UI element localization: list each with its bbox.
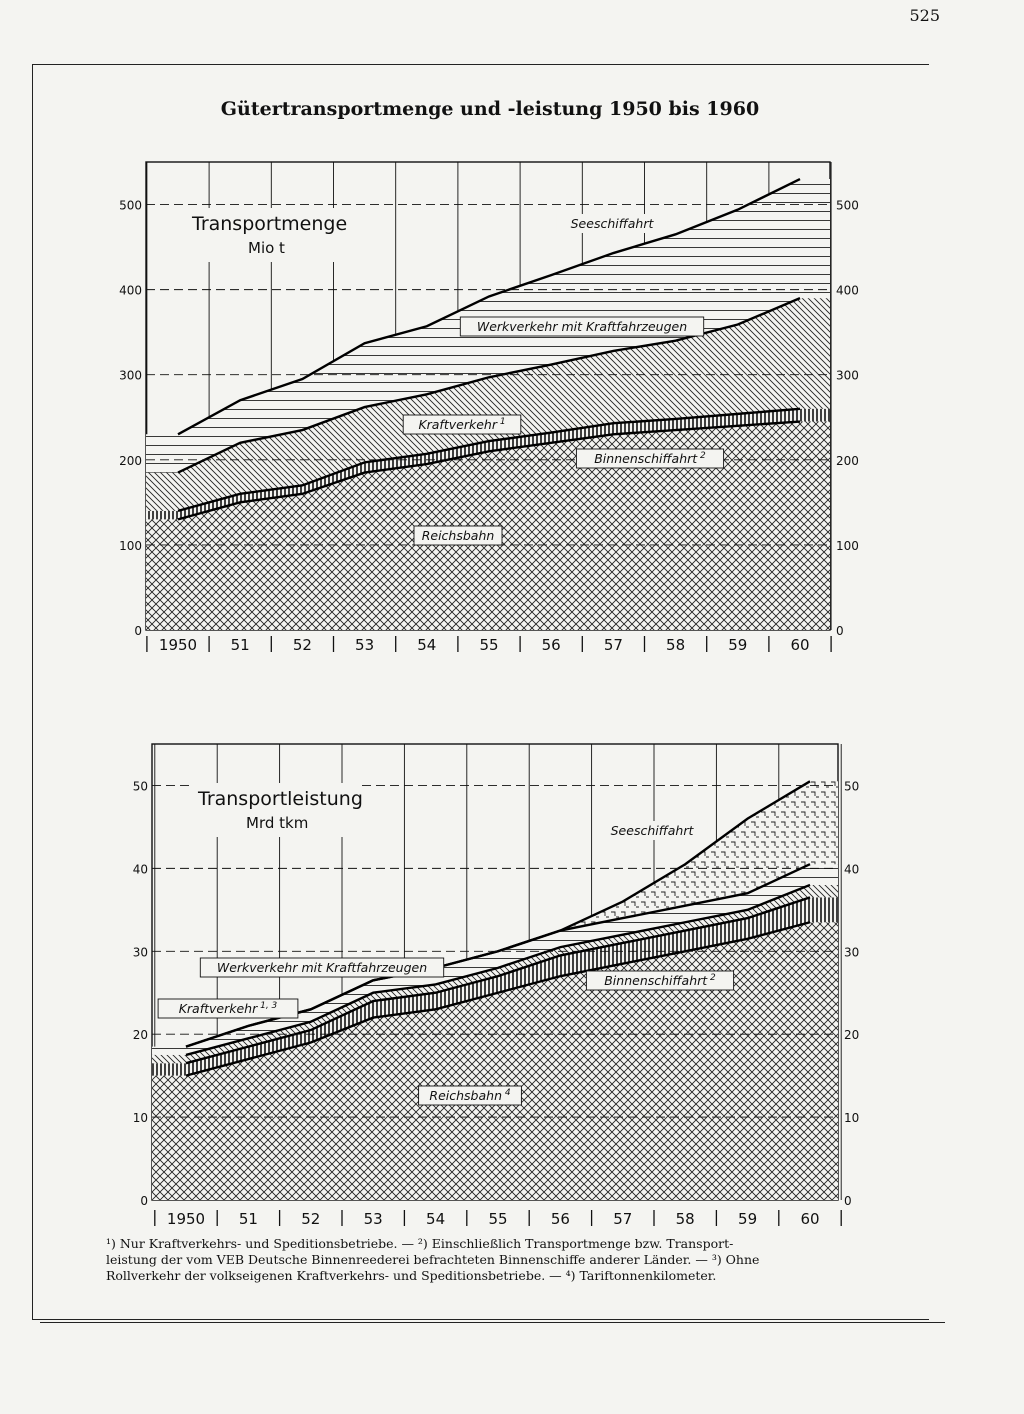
y-tick-label-left: 100 — [119, 538, 142, 553]
y-tick-label-left: 0 — [134, 624, 142, 638]
series-label: Kraftverkehr $^1$ — [418, 417, 506, 432]
x-tick-label: 53 — [355, 636, 375, 654]
y-tick-label-right: 400 — [836, 283, 859, 298]
x-tick-label: 54 — [426, 1210, 446, 1228]
footnote-line: ¹) Nur Kraftverkehrs- und Speditionsbetriebe. — ²) Einschließlich Transportmenge bzw. Transport- — [106, 1236, 734, 1251]
series-footnote-mark: 1, 3 — [257, 1001, 278, 1011]
series-label: Seeschiffahrt — [610, 823, 694, 838]
x-tick-label: 59 — [738, 1210, 758, 1228]
y-tick-label-left: 500 — [119, 198, 142, 213]
series-footnote-mark: 4 — [502, 1088, 511, 1098]
series-footnote-mark: 1 — [496, 417, 506, 427]
x-tick-label: 58 — [675, 1210, 695, 1228]
chart-unit: Mrd tkm — [246, 814, 309, 832]
series-label: Werkverkehr mit Kraftfahrzeugen — [216, 960, 428, 975]
footnote-line: leistung der vom VEB Deutsche Binnenreederei befrachteten Binnenschiffe anderer Länder. — ³) Ohne — [106, 1252, 760, 1267]
x-tick-label: 55 — [488, 1210, 508, 1228]
series-footnote-mark: 2 — [707, 973, 716, 983]
x-tick-label: 54 — [417, 636, 437, 654]
series-label: Reichsbahn — [421, 528, 495, 543]
y-tick-label-left: 40 — [132, 862, 148, 877]
x-tick-label: 1950 — [158, 636, 198, 654]
y-tick-label-right: 20 — [844, 1028, 860, 1043]
series-label: Binnenschiffahrt $^2$ — [594, 451, 706, 466]
y-tick-label-right: 40 — [844, 862, 860, 877]
series-label: Kraftverkehr $^{1, 3}$ — [178, 1001, 278, 1016]
y-tick-label-right: 0 — [844, 1194, 852, 1208]
series-label: Werkverkehr mit Kraftfahrzeugen — [476, 319, 688, 334]
y-tick-label-right: 500 — [836, 198, 859, 213]
x-tick-label: 51 — [230, 636, 250, 654]
bottom-rule — [40, 1322, 945, 1323]
x-tick-label: 56 — [550, 1210, 570, 1228]
y-tick-label-right: 10 — [844, 1111, 860, 1126]
x-tick-label: 56 — [541, 636, 561, 654]
y-tick-label-right: 200 — [836, 453, 859, 468]
x-tick-label: 57 — [613, 1210, 633, 1228]
x-tick-label: 59 — [728, 636, 748, 654]
x-tick-label: 58 — [666, 636, 686, 654]
y-tick-label-left: 20 — [132, 1028, 148, 1043]
chart-title: Transportleistung — [198, 788, 363, 810]
y-tick-label-left: 50 — [132, 779, 148, 794]
x-tick-label: 52 — [292, 636, 312, 654]
x-tick-label: 60 — [800, 1210, 820, 1228]
x-tick-label: 1950 — [166, 1210, 206, 1228]
x-tick-label: 55 — [479, 636, 499, 654]
y-tick-label-left: 10 — [132, 1111, 148, 1126]
chart-unit: Mio t — [248, 239, 285, 257]
y-tick-label-left: 200 — [119, 453, 142, 468]
series-label: Seeschiffahrt — [570, 216, 654, 231]
x-tick-label: 53 — [363, 1210, 383, 1228]
chart-1 — [119, 162, 859, 654]
y-tick-label-left: 0 — [140, 1194, 148, 1208]
x-tick-label: 51 — [238, 1210, 258, 1228]
x-tick-label: 60 — [790, 636, 810, 654]
y-tick-label-right: 100 — [836, 538, 859, 553]
chart-2 — [133, 744, 860, 1228]
y-tick-label-right: 50 — [844, 779, 860, 794]
page-number: 525 — [909, 6, 940, 25]
series-label: Binnenschiffahrt $^2$ — [604, 973, 716, 988]
x-tick-label: 52 — [301, 1210, 321, 1228]
chart-title: Transportmenge — [192, 213, 348, 235]
y-tick-label-right: 0 — [836, 624, 844, 638]
x-tick-label: 57 — [603, 636, 623, 654]
y-tick-label-left: 30 — [132, 945, 148, 960]
series-footnote-mark: 2 — [697, 451, 706, 461]
footnotes — [106, 1236, 886, 1284]
series-label: Reichsbahn $^4$ — [429, 1088, 511, 1103]
main-title: Gütertransportmenge und -leistung 1950 bis 1960 — [220, 98, 760, 120]
y-tick-label-left: 400 — [119, 283, 142, 298]
footnote-line: Rollverkehr der volkseigenen Kraftverkehrs- und Speditionsbetriebe. — ⁴) Tariftonnenkilometer. — [106, 1268, 717, 1283]
y-tick-label-right: 30 — [844, 945, 860, 960]
y-tick-label-left: 300 — [119, 368, 142, 383]
y-tick-label-right: 300 — [836, 368, 859, 383]
